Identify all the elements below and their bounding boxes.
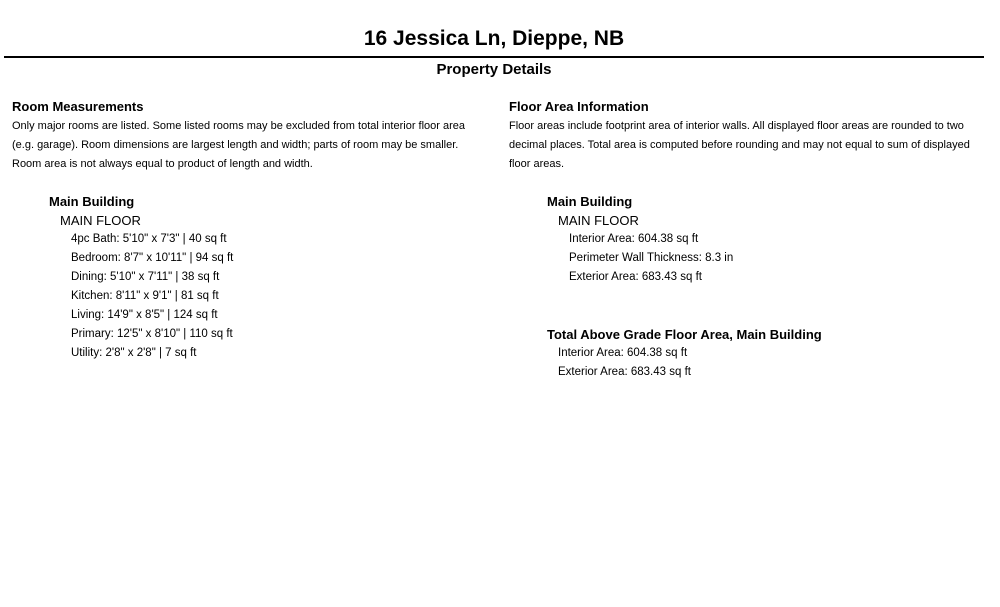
- total-floor-area-row: Interior Area: 604.38 sq ft: [558, 347, 688, 359]
- total-floor-area: [547, 325, 822, 382]
- title-divider: [4, 56, 984, 58]
- floor-area-floor-label: MAIN FLOOR: [558, 213, 639, 228]
- floor-area-row: Exterior Area: 683.43 sq ft: [569, 271, 702, 283]
- room-row: 4pc Bath: 5'10" x 7'3" | 40 sq ft: [71, 233, 227, 245]
- floor-area-list: [547, 192, 733, 287]
- total-floor-area-row: Exterior Area: 683.43 sq ft: [558, 366, 691, 378]
- floor-area-description: Floor areas include footprint area of interior walls. All displayed floor areas are rounded to two decimal places. Total area is computed before rounding and may not equal to sum of displayed floor areas.: [509, 120, 970, 170]
- room-row: Kitchen: 8'11" x 9'1" | 81 sq ft: [71, 290, 219, 302]
- room-row: Bedroom: 8'7" x 10'11" | 94 sq ft: [71, 252, 234, 264]
- room-row: Primary: 12'5" x 8'10" | 110 sq ft: [71, 328, 233, 340]
- page-title: 16 Jessica Ln, Dieppe, NB: [363, 27, 625, 50]
- room-measurements-section: [12, 98, 490, 174]
- room-row: Dining: 5'10" x 7'11" | 38 sq ft: [71, 271, 220, 283]
- floor-area-row: Perimeter Wall Thickness: 8.3 in: [569, 252, 734, 264]
- floor-area-section: [509, 98, 991, 174]
- room-measurements-heading: Room Measurements: [12, 99, 144, 114]
- room-row: Utility: 2'8" x 2'8" | 7 sq ft: [71, 347, 197, 359]
- floor-area-building-label: Main Building: [547, 194, 633, 209]
- room-list: [49, 192, 233, 363]
- room-measurements-description: Only major rooms are listed. Some listed rooms may be excluded from total interior floor area (e.g. garage). Room dimensions are largest length and width; parts of room may be smaller. Room area is not always equal to product of length and width.: [12, 120, 466, 170]
- total-floor-area-heading: Total Above Grade Floor Area, Main Building: [547, 327, 822, 342]
- room-building-label: Main Building: [49, 194, 135, 209]
- room-floor-label: MAIN FLOOR: [60, 213, 141, 228]
- page-subtitle: Property Details: [436, 61, 552, 78]
- floor-area-heading: Floor Area Information: [509, 99, 649, 114]
- floor-area-row: Interior Area: 604.38 sq ft: [569, 233, 699, 245]
- room-row: Living: 14'9" x 8'5" | 124 sq ft: [71, 309, 218, 321]
